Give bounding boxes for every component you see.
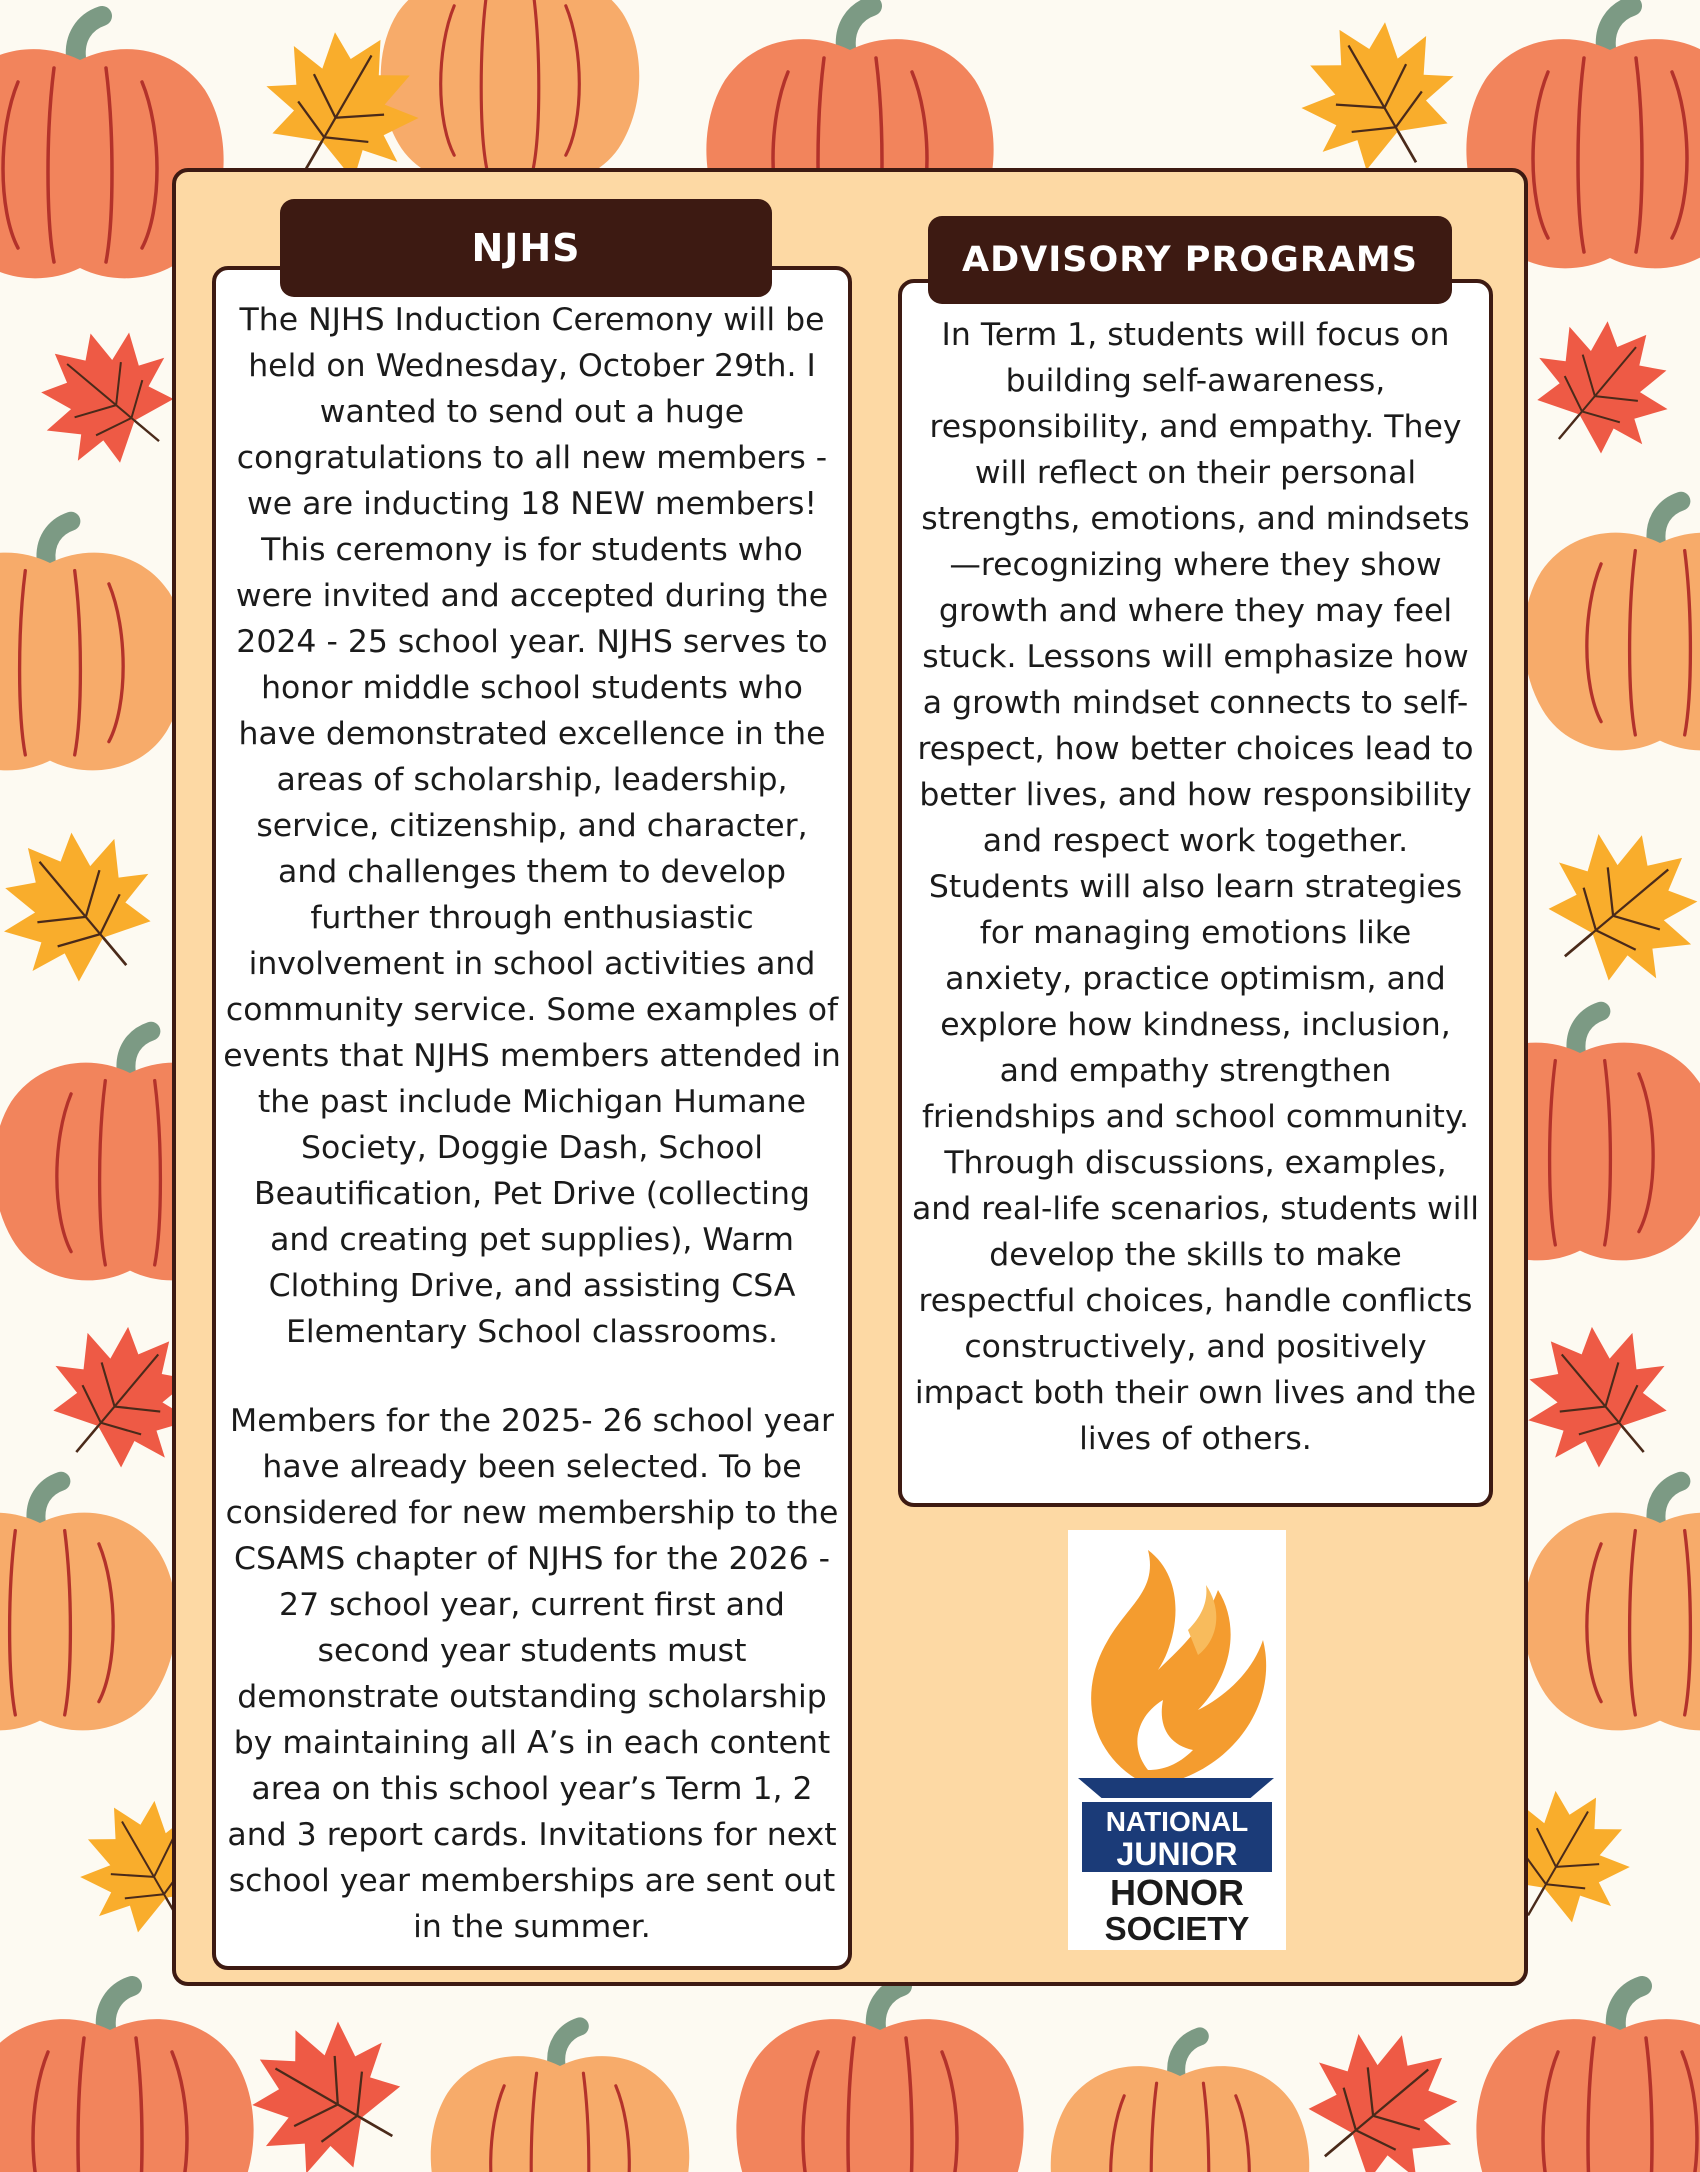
maple-leaf-icon <box>0 799 184 1013</box>
pumpkin-icon <box>0 521 186 770</box>
njhs-logo <box>1068 1530 1286 1950</box>
njhs-paragraph-2: Members for the 2025- 26 school year have already been selected. To be considered for new membership to the CSAMS chapter of NJHS for the 2026 - 27 school year, current first and second year students must demonstrate outstanding scholarship by maintaining all A’s in each content area on this school year’s Term 1, 2 and 3 report cards. Invitations for next school year memberships are sent out in the summer. <box>225 1403 839 1945</box>
pumpkin-icon <box>431 2026 690 2172</box>
maple-leaf-icon <box>222 1994 430 2172</box>
logo-line-1: NATIONAL <box>1105 1806 1249 1837</box>
pumpkin-icon <box>1524 1481 1700 1730</box>
advisory-heading: ADVISORY PROGRAMS <box>928 216 1452 304</box>
maple-leaf-icon <box>1276 2000 1490 2172</box>
pumpkin-icon <box>1524 501 1700 750</box>
pumpkin-icon <box>381 0 640 183</box>
njhs-heading: NJHS <box>280 199 772 297</box>
logo-line-4: SOCIETY <box>1104 1910 1250 1947</box>
pumpkin-icon <box>0 1481 176 1730</box>
flame-logo-icon <box>1068 1530 1286 1780</box>
pumpkin-icon <box>1051 2036 1310 2172</box>
njhs-paragraph-1: The NJHS Induction Ceremony will be held on Wednesday, October 29th. I wanted to send out a huge congratulations to all new members - we are inducting 18 NEW members! This ceremony is for students who were invited and accepted during the 2024 - 25 school year. NJHS serves to honor middle school students who have demonstrated excellence in the areas of scholarship, leadership, service, citizenship, and character, and challenges them to develop further through enthusiastic involvement in school activities and community service. Some examples of events that NJHS members attended in the past include Michigan Humane Society, Doggie Dash, School Beautification, Pet Drive (collecting and creating pet supplies), Warm Clothing Drive, and assisting CSA Elementary School classrooms. <box>223 302 841 1350</box>
pumpkin-icon <box>0 1986 254 2172</box>
pumpkin-icon <box>1476 1986 1700 2172</box>
advisory-paragraph: In Term 1, students will focus on building self-awareness, responsibility, and empathy. They will reflect on their personal strengths, emotions, and mindsets —recognizing where they show growth and where they may feel stuck. Lessons will emphasize how a growth mindset connects to self-respect, how better choices lead to better lives, and how responsibility and respect work together. Students will also learn strategies for managing emotions like anxiety, practice optimism, and explore how kindness, inclusion, and empathy strengthen friendships and school community. Through discussions, examples, and real-life scenarios, students will develop the skills to make respectful choices, handle conflicts constructively, and positively impact both their own lives and the lives of others. <box>912 317 1479 1457</box>
logo-line-2: JUNIOR <box>1116 1836 1238 1872</box>
logo-line-3: HONOR <box>1110 1872 1244 1913</box>
pumpkin-icon <box>736 1986 1023 2172</box>
logo-banner <box>1078 1778 1274 1798</box>
maple-leaf-icon <box>1516 800 1700 1014</box>
maple-leaf-icon <box>1507 292 1697 483</box>
